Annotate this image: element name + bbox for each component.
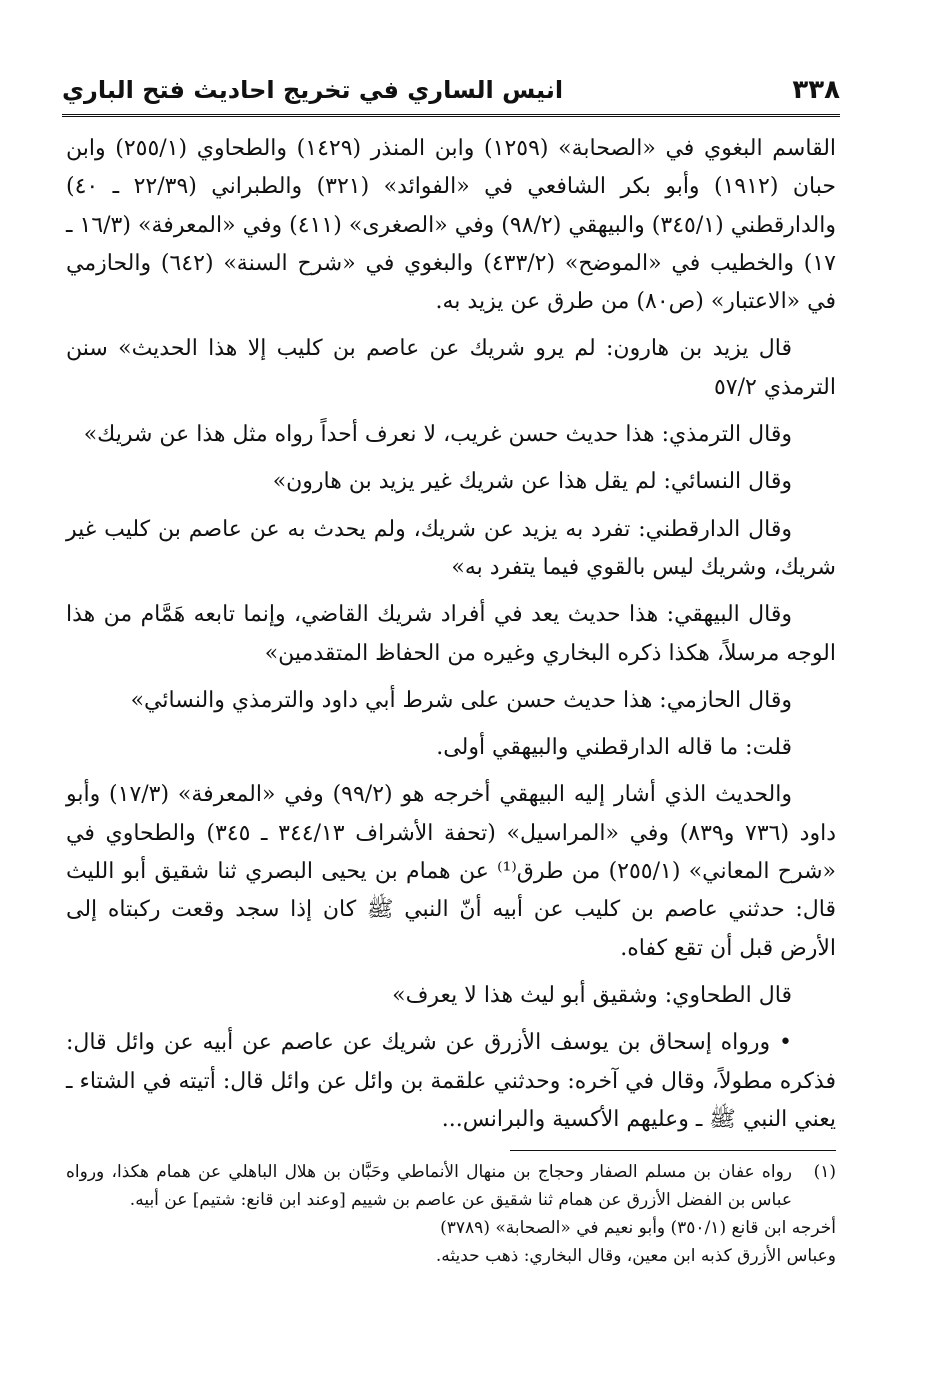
footnote-divider xyxy=(510,1150,836,1151)
paragraph-bayhaqi-quote: وقال البيهقي: هذا حديث يعد في أفراد شريك القاضي، وإنما تابعه هَمَّام من هذا الوجه مرسلاً، هكذا ذكره البخاري وغيره من الحفاظ المتقدمين» xyxy=(66,602,836,666)
paragraph-sources: القاسم البغوي في «الصحابة» (١٢٥٩) وابن المنذر (١٤٢٩) والطحاوي (٢٥٥/١) وابن حبان (١٩١٢) وأبو بكر الشافعي في «الفوائد» (٣٢١) والطبراني (٢٢/٣٩ ـ ٤٠) والدارقطني (٣٤٥/١) والبيهقي (٩٨/٢) وفي «الصغرى» (٤١١) وفي «المعرفة» (١٦/٣ ـ ١٧) والخطيب في «الموضح» (٤٣٣/٢) والبغوي في «شرح السنة» (٦٤٢) والحازمي في «الاعتبار» (ص٨٠) من طرق عن يزيد به. xyxy=(66,136,837,315)
paragraph-yazid-quote: قال يزيد بن هارون: لم يرو شريك عن عاصم بن كليب إلا هذا الحديث» سنن الترمذي ٥٧/٢ xyxy=(66,336,836,400)
paragraph-tahawi-quote: قال الطحاوي: وشقيق أبو ليث هذا لا يعرف» xyxy=(392,982,792,1008)
running-title: انيس الساري في تخريج احاديث فتح الباري xyxy=(62,76,564,104)
footnote-line: أخرجه ابن قانع (٣٥٠/١) وأبو نعيم في «الصحابة» (٣٧٨٩) xyxy=(440,1218,836,1238)
paragraph-nasai-quote: وقال النسائي: لم يقل هذا عن شريك غير يزيد بن هارون» xyxy=(272,469,792,495)
header-divider xyxy=(62,114,840,117)
paragraph-hadith-takhrij: والحديث الذي أشار إليه البيهقي أخرجه هو (٩٩/٢) وفي «المعرفة» (١٧/٣) وأبو داود (٧٣٦ و٨٣٩) وفي «المراسيل» (تحفة الأشراف ٣٤٤/١٣ ـ ٣٤٥) والطحاوي في «شرح المعاني» (٢٥٥/١) من طرق⁽¹⁾ عن همام بن يحيى البصري ثنا شقيق أبو الليث قال: حدثني عاصم بن كليب عن أبيه أنّ النبي ﷺ كان إذا سجد وقعت ركبتاه إلى الأرض قبل أن تقع كفاه. xyxy=(66,782,837,961)
paragraph-ishaq-narration: • ورواه إسحاق بن يوسف الأزرق عن شريك عن عاصم عن أبيه عن وائل قال: فذكره مطولاً، وقال في آخره: وحدثني علقمة بن وائل عن وائل قال: أتيته في الشتاء ـ يعني النبي ﷺ ـ وعليهم الأكسية والبرانس... xyxy=(66,1030,836,1132)
page-number: ٣٣٨ xyxy=(792,75,840,105)
footnote-number: (١) xyxy=(813,1162,836,1182)
main-text xyxy=(66,130,836,1148)
paragraph-tirmidhi-quote: وقال الترمذي: هذا حديث حسن غريب، لا نعرف أحداً رواه مثل هذا عن شريك» xyxy=(83,422,792,448)
paragraph-hazimi-quote: وقال الحازمي: هذا حديث حسن على شرط أبي داود والترمذي والنسائي» xyxy=(130,687,792,713)
paragraph-author-note: قلت: ما قاله الدارقطني والبيهقي أولى. xyxy=(436,735,792,761)
footnotes xyxy=(66,1158,836,1270)
footnote-1 xyxy=(66,1158,836,1214)
page-header xyxy=(62,70,840,110)
paragraph-daraqutni-quote: وقال الدارقطني: تفرد به يزيد عن شريك، ولم يحدث به عن عاصم بن كليب غير شريك، وشريك ليس بالقوي فيما يتفرد به» xyxy=(66,516,836,580)
footnote-line: وعباس الأزرق كذبه ابن معين، وقال البخاري: ذهب حديثه. xyxy=(435,1246,836,1266)
footnote-text: رواه عفان بن مسلم الصفار وحجاج بن منهال الأنماطي وحَبَّان بن هلال الباهلي عن همام هكذا، ورواه عباس بن الفضل الأزرق عن همام ثنا شقيق عن عاصم بن شييم [وعند ابن قانع: شتيم] عن أبيه. xyxy=(66,1162,792,1210)
